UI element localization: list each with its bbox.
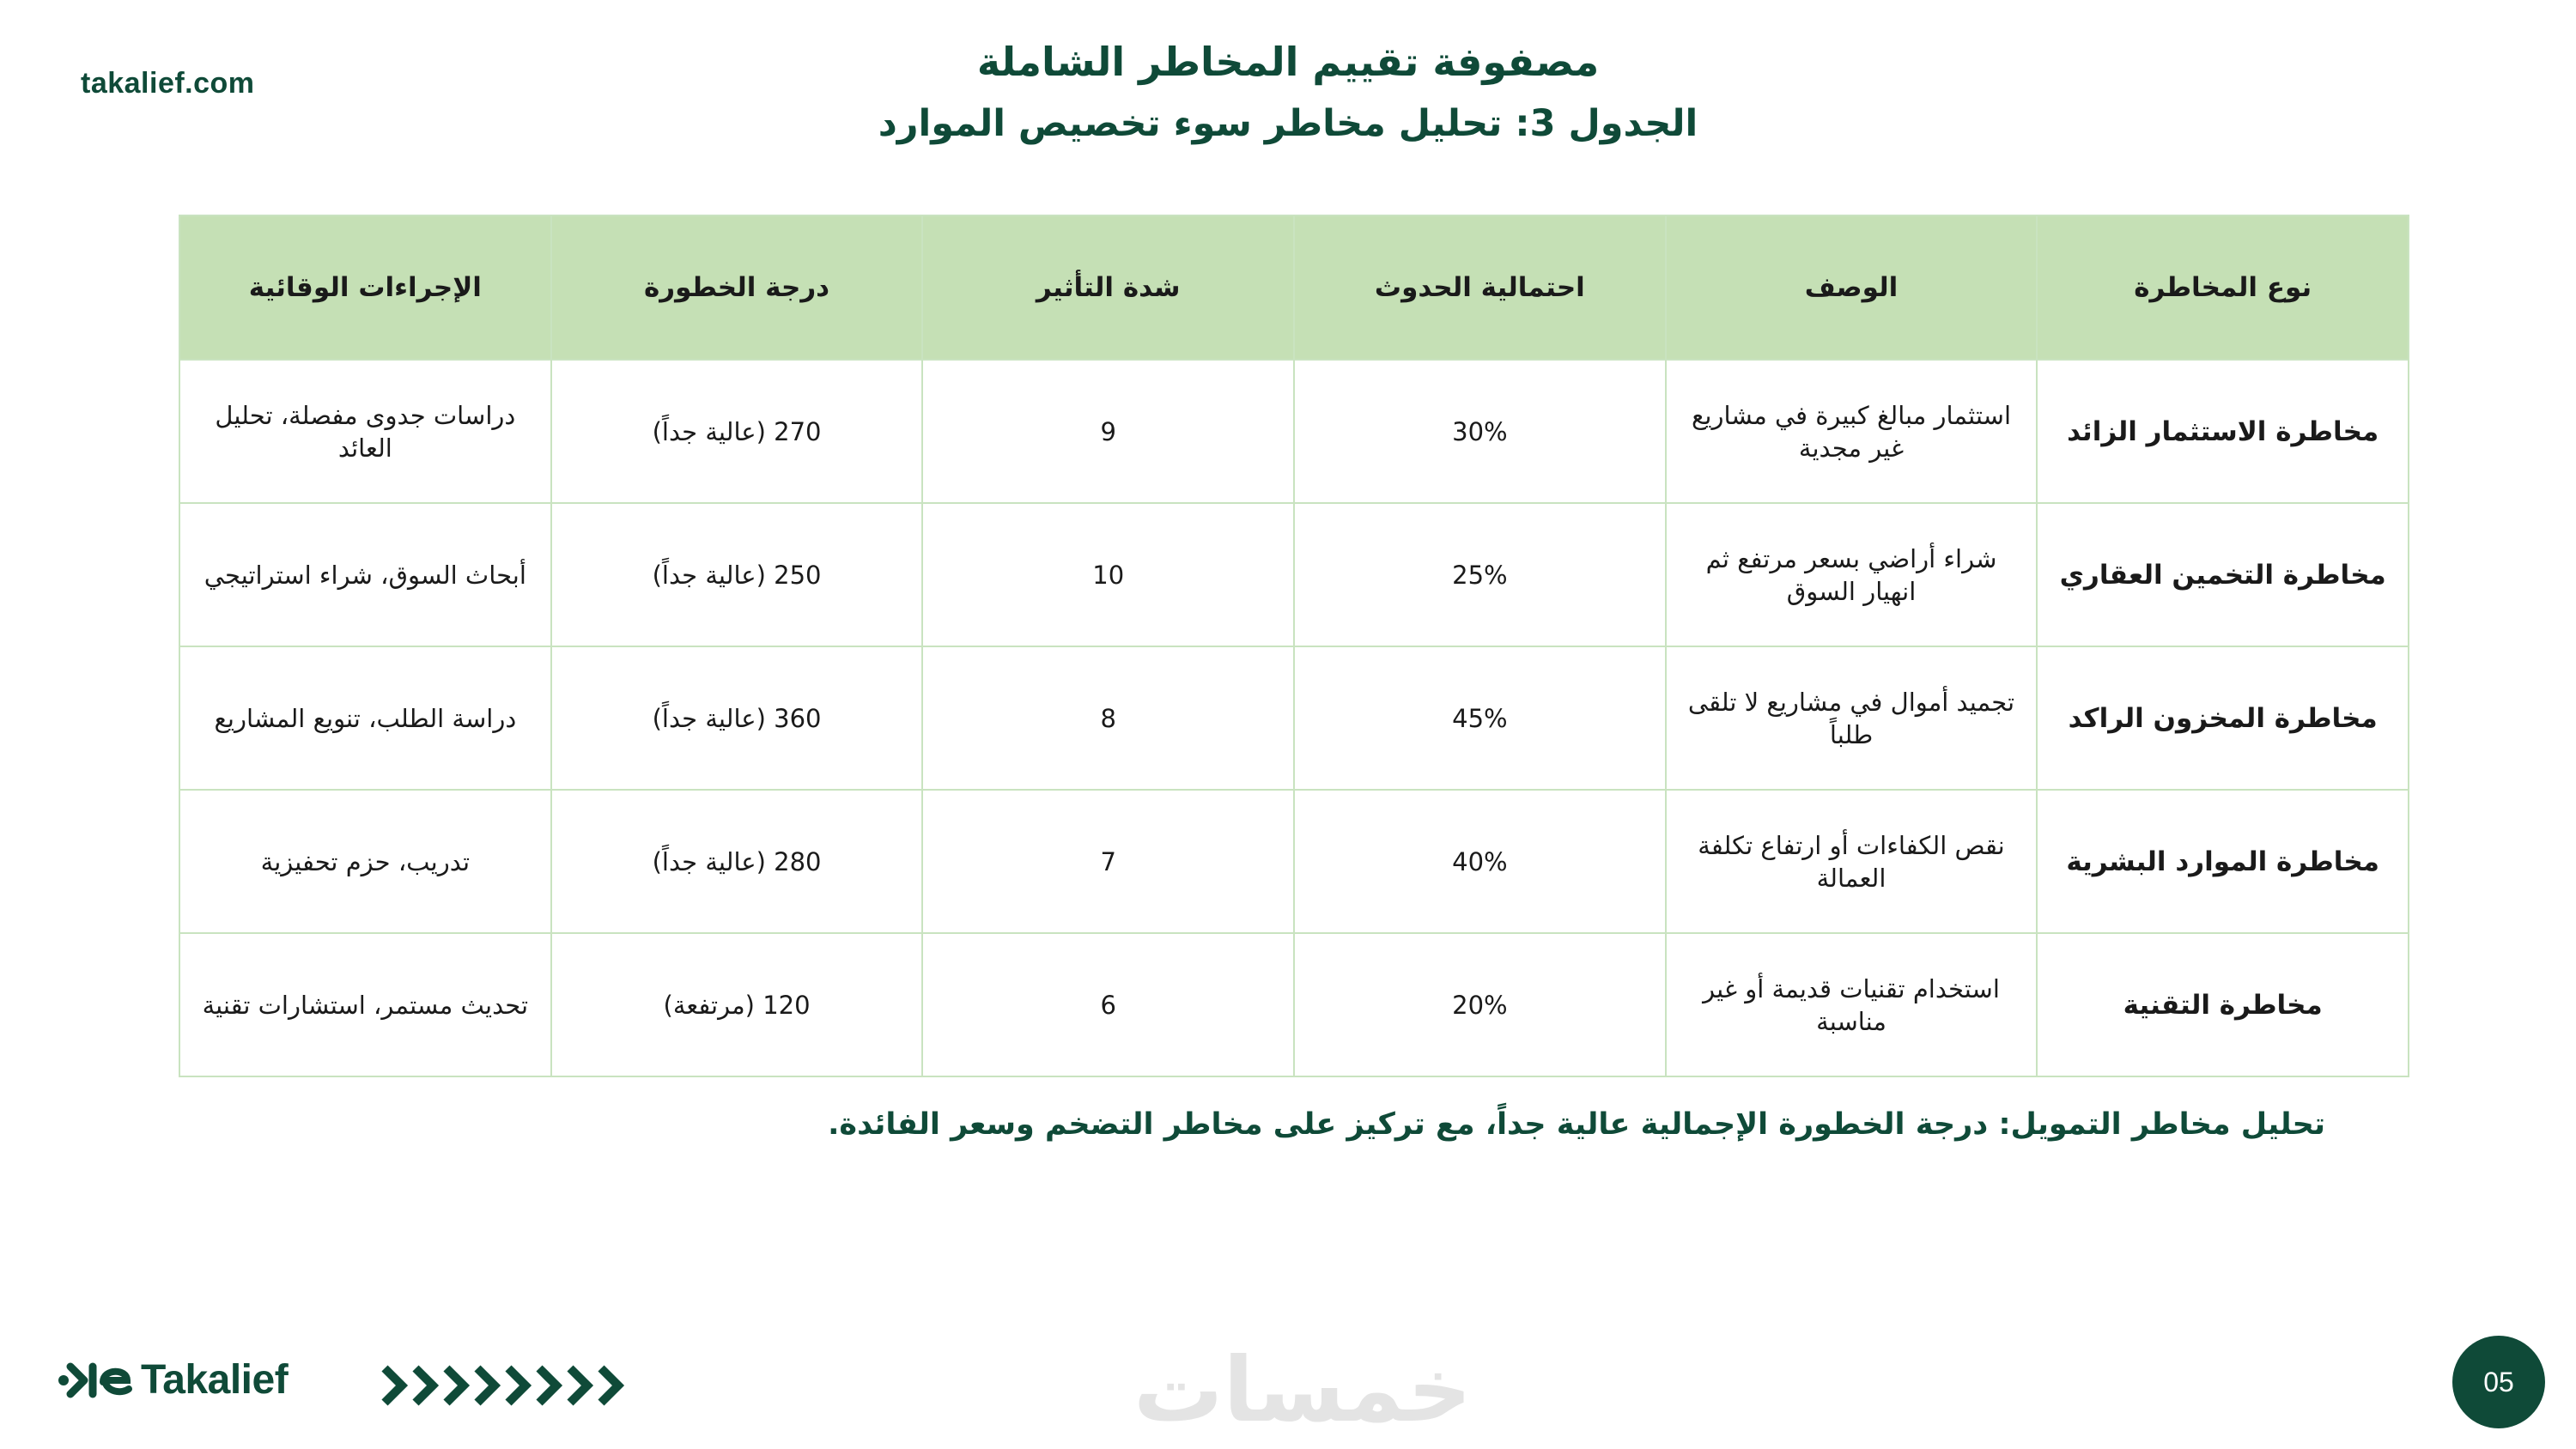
page-number-badge [2452,1336,2545,1428]
cell-preventive-measures: دراسات جدوى مفصلة، تحليل العائد [179,360,551,503]
risk-table [179,215,2409,1077]
cell-impact: 9 [922,360,1294,503]
cell-preventive-measures: دراسة الطلب، تنويع المشاريع [179,646,551,790]
cell-preventive-measures: تدريب، حزم تحفيزية [179,790,551,933]
risk-matrix-table [179,215,2409,1077]
cell-description: تجميد أموال في مشاريع لا تلقى طلباً [1666,646,2038,790]
watermark-logo: خمسات [1133,1337,1473,1442]
table-header-row [179,215,2409,360]
cell-impact: 6 [922,933,1294,1076]
cell-description: استثمار مبالغ كبيرة في مشاريع غير مجدية [1666,360,2038,503]
cell-severity: 360 (عالية جداً) [551,646,923,790]
cell-description: شراء أراضي بسعر مرتفع ثم انهيار السوق [1666,503,2038,646]
brand-logo [58,1356,288,1404]
cell-risk-type: مخاطرة الموارد البشرية [2037,790,2409,933]
cell-preventive-measures: تحديث مستمر، استشارات تقنية [179,933,551,1076]
table-row [179,790,2409,933]
table-row [179,933,2409,1076]
cell-impact: 10 [922,503,1294,646]
column-header-severity: درجة الخطورة [551,215,923,360]
cell-severity: 270 (عالية جداً) [551,360,923,503]
column-header-impact: شدة التأثير [922,215,1294,360]
site-url: takalief.com [81,67,255,100]
table-row [179,503,2409,646]
logo-text: Takalief [141,1357,289,1403]
cell-severity: 120 (مرتفعة) [551,933,923,1076]
cell-probability: 40% [1294,790,1666,933]
table-row [179,646,2409,790]
chevron-arrows-icon [381,1365,641,1406]
table-row [179,360,2409,503]
financing-risk-note: تحليل مخاطر التمويل: درجة الخطورة الإجمالية عالية جداً، مع تركيز على مخاطر التضخم وسعر الفائدة. [828,1107,2325,1142]
cell-risk-type: مخاطرة التخمين العقاري [2037,503,2409,646]
column-header-preventive-measures: الإجراءات الوقائية [179,215,551,360]
column-header-probability: احتمالية الحدوث [1294,215,1666,360]
page-title: مصفوفة تقييم المخاطر الشاملة [976,39,1600,85]
cell-severity: 250 (عالية جداً) [551,503,923,646]
cell-probability: 25% [1294,503,1666,646]
cell-risk-type: مخاطرة التقنية [2037,933,2409,1076]
takalief-logo-icon [58,1358,132,1403]
cell-severity: 280 (عالية جداً) [551,790,923,933]
table-subtitle: الجدول 3: تحليل مخاطر سوء تخصيص الموارد [878,102,1698,145]
cell-description: نقص الكفاءات أو ارتفاع تكلفة العمالة [1666,790,2038,933]
cell-probability: 20% [1294,933,1666,1076]
column-header-risk-type: نوع المخاطرة [2037,215,2409,360]
column-header-description: الوصف [1666,215,2038,360]
cell-description: استخدام تقنيات قديمة أو غير مناسبة [1666,933,2038,1076]
page-number: 05 [2483,1366,2514,1397]
cell-impact: 8 [922,646,1294,790]
cell-risk-type: مخاطرة الاستثمار الزائد [2037,360,2409,503]
cell-preventive-measures: أبحاث السوق، شراء استراتيجي [179,503,551,646]
cell-probability: 45% [1294,646,1666,790]
cell-risk-type: مخاطرة المخزون الراكد [2037,646,2409,790]
cell-probability: 30% [1294,360,1666,503]
cell-impact: 7 [922,790,1294,933]
title-block [0,34,2576,151]
